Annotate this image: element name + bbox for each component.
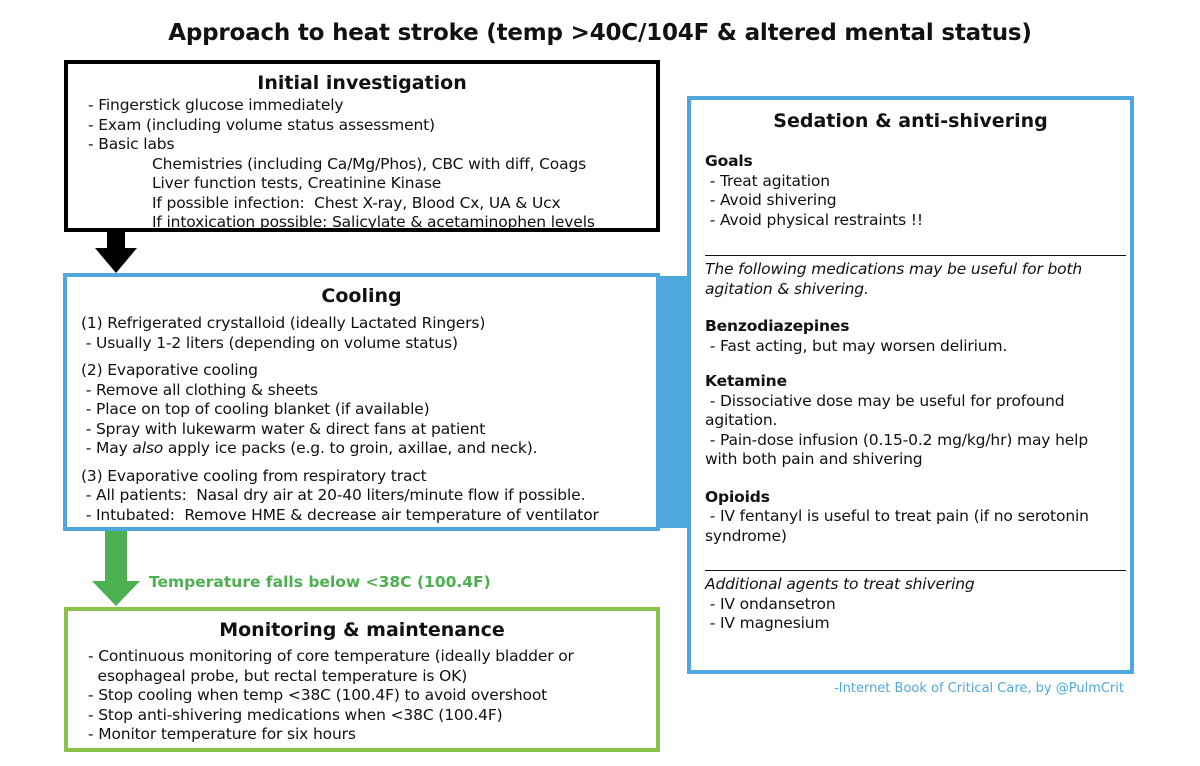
initial-line: If possible infection: Chest X-ray, Blood Cx, UA & Ucx	[152, 193, 561, 212]
down-arrow-black	[94, 232, 138, 274]
goal-item: - Avoid physical restraints !!	[705, 210, 923, 229]
additional-note: Additional agents to treat shivering	[705, 575, 975, 593]
monitoring-line: esophageal probe, but rectal temperature is OK)	[88, 666, 468, 685]
cooling-box	[63, 273, 660, 531]
ketamine-item: - Dissociative dose may be useful for profound	[705, 391, 1065, 410]
initial-investigation-box	[64, 60, 660, 232]
cooling-line: (3) Evaporative cooling from respiratory tract	[81, 466, 427, 485]
initial-line: - Exam (including volume status assessment)	[88, 115, 435, 134]
meds-note: agitation & shivering.	[705, 279, 869, 298]
cooling-line: (1) Refrigerated crystalloid (ideally Lactated Ringers)	[81, 314, 486, 332]
ketamine-item: with both pain and shivering	[705, 450, 923, 468]
credit-line: -Internet Book of Critical Care, by @PulmCrit	[834, 681, 1124, 696]
transition-label: Temperature falls below <38C (100.4F)	[149, 573, 491, 591]
initial-line: - Basic labs	[88, 135, 175, 153]
additional-item: - IV magnesium	[705, 614, 830, 632]
monitoring-line: - Stop cooling when temp <38C (100.4F) to avoid overshoot	[88, 686, 548, 704]
initial-investigation-heading: Initial investigation	[257, 72, 467, 94]
cooling-heading: Cooling	[321, 285, 402, 307]
down-arrow-green	[91, 531, 141, 607]
initial-line: Chemistries (including Ca/Mg/Phos), CBC with diff, Coags	[152, 154, 587, 173]
opioids-heading: Opioids	[705, 487, 770, 506]
goal-item: - Avoid shivering	[705, 191, 837, 209]
text-segment-italic: also	[132, 439, 164, 457]
meds-note: The following medications may be useful for both	[705, 260, 1083, 278]
cooling-line: - Remove all clothing & sheets	[81, 380, 318, 399]
cooling-line: (2) Evaporative cooling	[81, 361, 258, 379]
ketamine-heading: Ketamine	[705, 372, 787, 390]
monitoring-line: - Continuous monitoring of core temperature (ideally bladder or	[88, 647, 574, 665]
cooling-line: - Intubated: Remove HME & decrease air temperature of ventilator	[81, 505, 599, 524]
cooling-line: - All patients: Nasal dry air at 20-40 liters/minute flow if possible.	[81, 486, 586, 504]
ketamine-item: - Pain-dose infusion (0.15-0.2 mg/kg/hr) may help	[705, 430, 1089, 449]
cooling-sedation-connector	[657, 276, 688, 528]
cooling-line: - Spray with lukewarm water & direct fans at patient	[81, 419, 486, 438]
text-segment: apply ice packs (e.g. to groin, axillae, and neck).	[163, 439, 538, 457]
monitoring-heading: Monitoring & maintenance	[219, 619, 505, 641]
sedation-heading: Sedation & anti-shivering	[773, 110, 1048, 132]
ketamine-item: agitation.	[705, 411, 778, 429]
sedation-box	[687, 96, 1134, 674]
page-title: Approach to heat stroke (temp >40C/104F & altered mental status)	[168, 20, 1032, 46]
cooling-line-ice-packs	[81, 439, 656, 459]
cooling-line: - Usually 1-2 liters (depending on volume status)	[81, 333, 458, 352]
goal-item: - Treat agitation	[705, 171, 830, 190]
monitoring-box	[64, 607, 660, 752]
opioids-item: - IV fentanyl is useful to treat pain (if no serotonin	[705, 507, 1089, 525]
initial-line: Liver function tests, Creatinine Kinase	[152, 174, 442, 192]
additional-item: - IV ondansetron	[705, 594, 836, 613]
opioids-item: syndrome)	[705, 526, 787, 545]
initial-line: - Fingerstick glucose immediately	[88, 96, 344, 114]
goals-heading: Goals	[705, 152, 753, 170]
cooling-line: - Place on top of cooling blanket (if available)	[81, 400, 430, 418]
initial-line: If intoxication possible: Salicylate & acetaminophen levels	[152, 213, 595, 231]
benzo-item: - Fast acting, but may worsen delirium.	[705, 336, 1008, 355]
text-segment: - May	[81, 439, 133, 457]
monitoring-line: - Monitor temperature for six hours	[88, 725, 356, 743]
monitoring-line: - Stop anti-shivering medications when <38C (100.4F)	[88, 705, 503, 724]
benzo-heading: Benzodiazepines	[705, 317, 850, 335]
